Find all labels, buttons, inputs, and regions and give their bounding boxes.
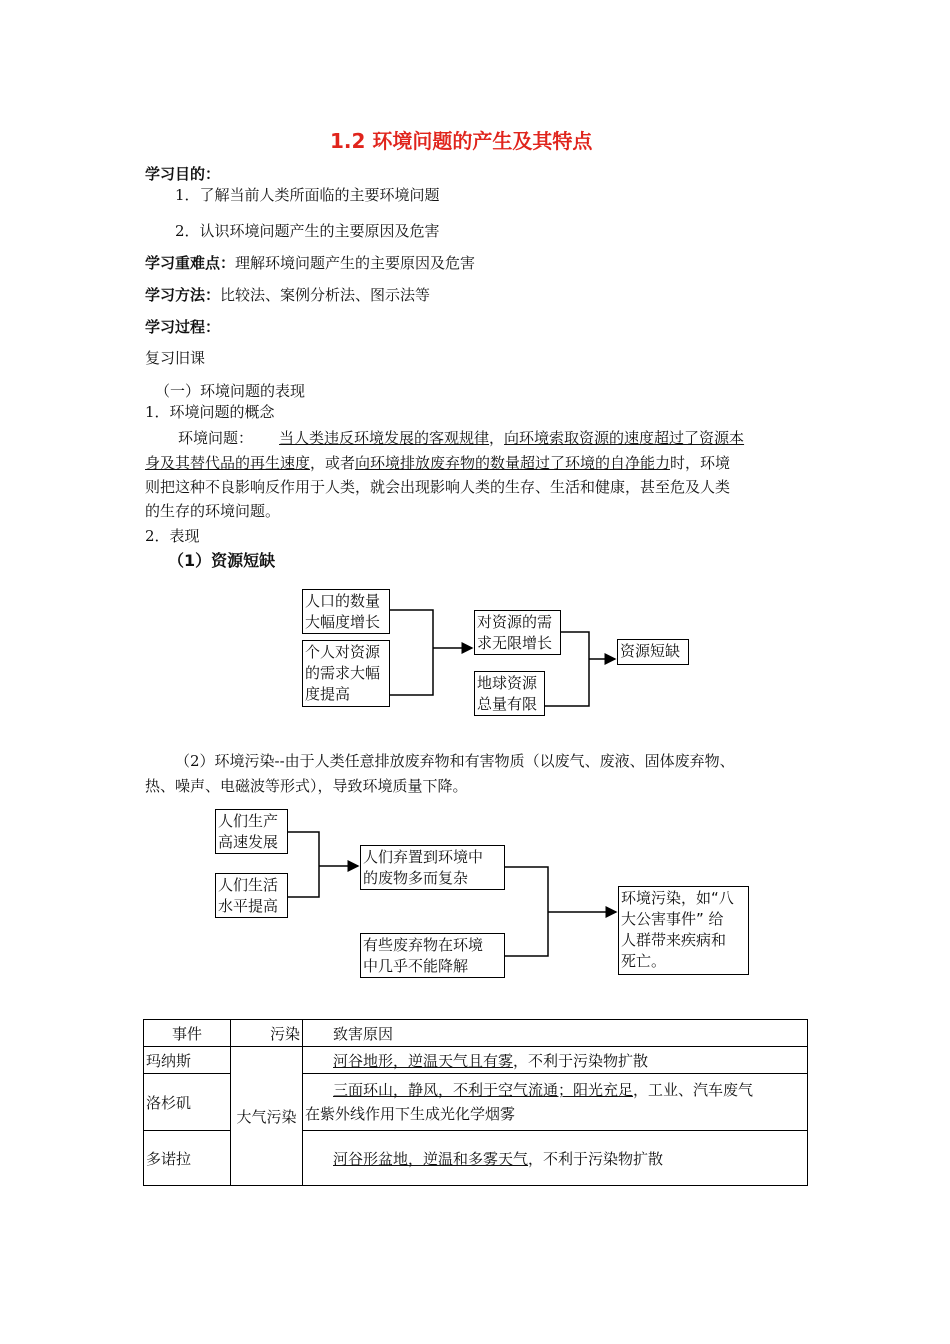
process-label: 学习过程： xyxy=(145,318,221,336)
review-heading: 复习旧课 xyxy=(145,349,206,367)
concept-underline-3: 身及其替代品的再生速度 xyxy=(145,454,311,472)
resource-heading: （1）资源短缺 xyxy=(168,551,276,570)
box-living-standard: 人们生活 水平提高 xyxy=(215,873,288,918)
methods-text: 比较法、案例分析法、图示法等 xyxy=(220,286,431,304)
box-individual-demand: 个人对资源 的需求大幅 度提高 xyxy=(302,640,390,707)
concept-lead: 环境问题： xyxy=(178,429,254,447)
box-production-growth: 人们生产 高速发展 xyxy=(215,809,288,854)
key-points-text: 理解环境问题产生的主要原因及危害 xyxy=(235,254,476,272)
box-waste-discarded: 人们弃置到环境中 的废物多而复杂 xyxy=(360,845,505,890)
concept-underline-2: 向环境索取资源的速度超过了资源本 xyxy=(504,429,745,447)
page-title: 1.2 环境问题的产生及其特点 xyxy=(330,129,593,153)
cause-cell: 河谷形盆地，逆温和多雾天气，不利于污染物扩散 xyxy=(303,1131,808,1186)
box-unlimited-demand: 对资源的需 求无限增长 xyxy=(474,610,561,655)
header-pollution: 污染 xyxy=(231,1020,303,1047)
objectives-label: 学习目的： xyxy=(145,165,221,183)
objective-item-1: 1．了解当前人类所面临的主要环境问题 xyxy=(175,186,440,204)
box-resource-shortage: 资源短缺 xyxy=(617,639,689,665)
box-limited-resources: 地球资源 总量有限 xyxy=(474,671,545,716)
pollution-type-cell: 大气污染 xyxy=(231,1047,303,1186)
header-event: 事件 xyxy=(144,1020,231,1047)
concept-line-3: 则把这种不良影响反作用于人类，就会出现影响人类的生存、生活和健康，甚至危及人类 xyxy=(145,478,731,496)
concept-line-4: 的生存的环境问题。 xyxy=(145,502,281,520)
key-points-label: 学习重难点： xyxy=(145,254,236,272)
box-non-degradable: 有些废弃物在环境 中几乎不能降解 xyxy=(360,933,505,978)
section-one-heading: （一）环境问题的表现 xyxy=(155,382,306,400)
concept-underline-1: 当人类违反环境发展的客观规律 xyxy=(279,429,490,447)
manifest-heading: 2．表现 xyxy=(145,527,200,545)
concept-line-1: 环境问题： 当人类违反环境发展的客观规律，向环境索取资源的速度超过了资源本 xyxy=(178,429,745,447)
pollution-line-1: （2）环境污染--由于人类任意排放废弃物和有害物质（以废气、废液、固体废弃物、 xyxy=(175,752,735,770)
table-header-row xyxy=(144,1020,808,1047)
concept-line-2: 身及其替代品的再生速度，或者向环境排放废弃物的数量超过了环境的自净能力时，环境 xyxy=(145,454,731,472)
event-cell: 玛纳斯 xyxy=(144,1047,231,1074)
event-cell: 多诺拉 xyxy=(144,1131,231,1186)
cause-cell: 三面环山，静风，不利于空气流通；阳光充足，工业、汽车废气 在紫外线作用下生成光化学烟雾 xyxy=(303,1074,808,1131)
cause-cell: 河谷地形，逆温天气且有雾，不利于污染物扩散 xyxy=(303,1047,808,1074)
concept-underline-4: 向环境排放废弃物的数量超过了环境的自净能力 xyxy=(355,454,671,472)
objective-item-2: 2．认识环境问题产生的主要原因及危害 xyxy=(175,222,440,240)
pollution-events-table xyxy=(143,1019,808,1186)
pollution-line-2: 热、噪声、电磁波等形式），导致环境质量下降。 xyxy=(145,777,468,795)
box-population-growth: 人口的数量 大幅度增长 xyxy=(302,589,390,634)
event-cell: 洛杉矶 xyxy=(144,1074,231,1131)
header-cause: 致害原因 xyxy=(303,1020,808,1047)
table-row xyxy=(144,1047,808,1074)
box-environmental-pollution: 环境污染，如“八 大公害事件” 给 人群带来疾病和 死亡。 xyxy=(618,886,749,975)
concept-heading: 1．环境问题的概念 xyxy=(145,403,275,421)
methods-label: 学习方法： xyxy=(145,286,221,304)
